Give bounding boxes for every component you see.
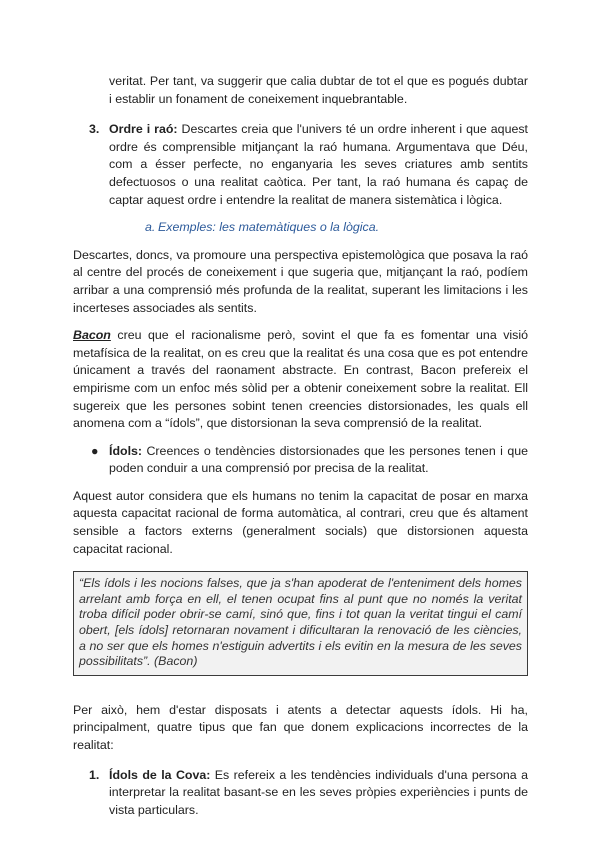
- sub-letter: a.: [145, 220, 156, 235]
- bullet-item-idols: [73, 443, 528, 478]
- paragraph-author: Aquest autor considera que els humans no tenim la capacitat de posar en marxa aquesta capacitat racional de forma automàtica, al contrari, creu que és altament sensible a factors externs (generalment socials) que distorsionen aquesta capacitat racional.: [73, 488, 528, 556]
- item-text: Es refereix a les tendències individuals d'una persona a interpretar la realitat basant-se en les seves pròpies experiències i punts de vista particulars.: [109, 767, 528, 817]
- list-number: 3.: [89, 122, 100, 137]
- paragraph-descartes: Descartes, doncs, va promoure una perspectiva epistemològica que posava la raó al centre del procés de coneixement i que sugeria que, mitjançant la raó, podíem arribar a una comprensió més profunda de la realitat, superant les limitacions i les incerteses associades als sentits.: [73, 247, 528, 315]
- list-item-idols-de-la-cova: [73, 767, 528, 820]
- bullet-icon: ●: [91, 443, 99, 458]
- paragraph-bacon: [73, 327, 528, 433]
- bacon-quote-box: “Els ídols i les nocions falses, que ja s'han apoderat de l'enteniment dels homes arrelant amb força en ell, el tenen ocupat fins al punt que no només la veritat troba difícil poder obrir-se camí, sinó que, fins i tot quan la veritat tingui el camí obert, [els ídols] retornaran novament i dificultaran la renovació de les ciències, a no ser que els homes n'estiguin advertits i els evitin en la mesura de les seves possibilitats”. (Bacon): [73, 571, 528, 676]
- item-title: Ídols de la Cova:: [109, 767, 211, 782]
- bacon-text: creu que el racionalisme però, sovint el que fa es fomentar una visió metafísica de la realitat, on es creu que la realitat és una cosa que es pot entendre únicament a través del raonament abstracte. En contrast, Bacon prefereix el empirisme com un enfoc més sòlid per a obtenir coneixement sobre la realitat. Ell sugereix que les persones sobint tenen creencies distorsionades, les quals ell anomena com a “ídols”, que distorsionan la seva comprensió de la realitat.: [73, 328, 528, 431]
- document-page: [73, 73, 528, 819]
- sub-text: Exemples: les matemàtiques o la lògica.: [158, 220, 380, 235]
- paragraph-detect-idols: Per això, hem d'estar disposats i atents a detectar aquests ídols. Hi ha, principalment, quatre tipus que fan que donem explicacions incorrectes de la realitat:: [73, 702, 528, 752]
- item-title: Ordre i raó:: [109, 122, 178, 137]
- list-number: 1.: [89, 767, 100, 782]
- sub-item-exemples: [145, 219, 528, 237]
- bullet-text: Creences o tendències distorsionades que les persones tenen i que poden conduir a una comprensió por precisa de la realitat.: [109, 443, 528, 476]
- continuation-text: veritat. Per tant, va suggerir que calia dubtar de tot el que es pogués dubtar i establir un fonament de coneixement inquebrantable.: [109, 74, 528, 106]
- list-item-ordre-i-rao: [73, 121, 528, 209]
- item-text: Descartes creia que l'univers té un ordre inherent i que aquest ordre és comprensible mitjançant la raó humana. Argumentava que Déu, com a ésser perfecte, no enganyaria les seves criatures amb sentits defectuosos o una realitat caòtica. Per tant, la raó humana és capaç de captar aquest ordre i entendre la realitat de manera sistemàtica i lògica.: [109, 122, 528, 207]
- bullet-title: Ídols:: [109, 443, 143, 458]
- bacon-name: Bacon: [73, 328, 111, 343]
